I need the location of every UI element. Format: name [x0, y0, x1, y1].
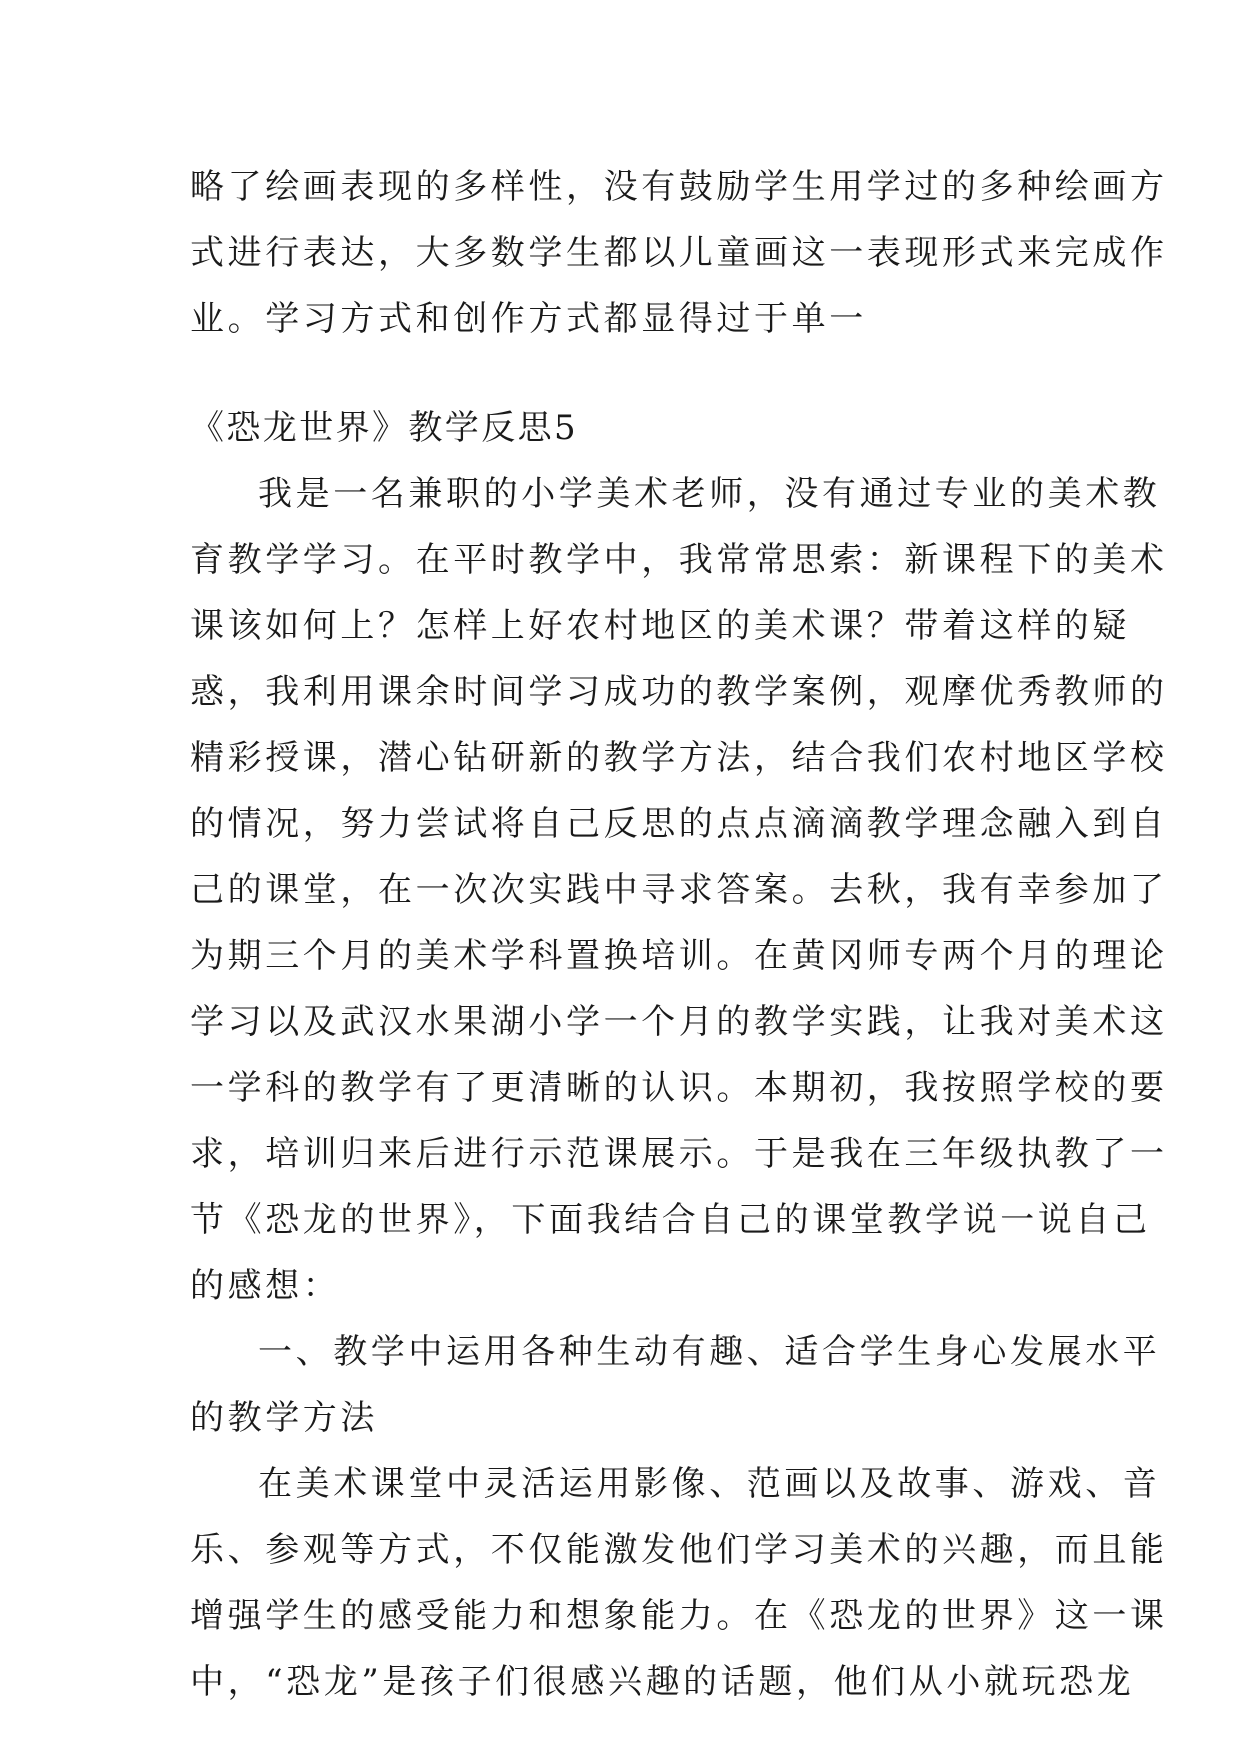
- paragraph-line: 精彩授课，潜心钻研新的教学方法，结合我们农村地区学校: [190, 738, 1168, 778]
- continuation-paragraph: [190, 154, 1168, 352]
- paragraph-line: 为期三个月的美术学科置换培训。在黄冈师专两个月的理论: [190, 936, 1168, 976]
- paragraph-line: 节《恐龙的世界》，下面我结合自己的课堂教学说一说自己: [190, 1200, 1151, 1240]
- paragraph-line: 求，培训归来后进行示范课展示。于是我在三年级执教了一: [190, 1134, 1168, 1174]
- point-heading-line: 的教学方法: [190, 1398, 378, 1438]
- paragraph-line: 育教学学习。在平时教学中，我常常思索：新课程下的美术: [190, 540, 1168, 580]
- section-heading: 《恐龙世界》教学反思5: [190, 408, 579, 448]
- paragraph-line: 一学科的教学有了更清晰的认识。本期初，我按照学校的要: [190, 1068, 1168, 1108]
- paragraph-line: 的感想：: [190, 1266, 341, 1306]
- paragraph-line: 课该如何上？怎样上好农村地区的美术课？带着这样的疑: [190, 606, 1130, 646]
- paragraph-line: 的情况，努力尝试将自己反思的点点滴滴教学理念融入到自: [190, 804, 1168, 844]
- paragraph-line: 学习以及武汉水果湖小学一个月的教学实践，让我对美术这: [190, 1002, 1168, 1042]
- point-heading-line: 一、教学中运用各种生动有趣、适合学生身心发展水平: [258, 1332, 1161, 1372]
- paragraph-line: 中，“恐龙”是孩子们很感兴趣的话题，他们从小就玩恐龙: [190, 1662, 1135, 1702]
- paragraph-line: 业。学习方式和创作方式都显得过于单一: [190, 299, 867, 339]
- paragraph-line: 式进行表达，大多数学生都以儿童画这一表现形式来完成作: [190, 233, 1168, 273]
- paragraph-line: 略了绘画表现的多样性，没有鼓励学生用学过的多种绘画方: [190, 167, 1168, 207]
- paragraph-line: 在美术课堂中灵活运用影像、范画以及故事、游戏、音: [258, 1464, 1161, 1504]
- paragraph-line: 我是一名兼职的小学美术老师，没有通过专业的美术教: [258, 474, 1161, 514]
- paragraph-line: 增强学生的感受能力和想象能力。在《恐龙的世界》这一课: [190, 1596, 1168, 1636]
- section-body: [190, 395, 1168, 1715]
- paragraph-line: 己的课堂，在一次次实践中寻求答案。去秋，我有幸参加了: [190, 870, 1168, 910]
- paragraph-line: 乐、参观等方式，不仅能激发他们学习美术的兴趣，而且能: [190, 1530, 1168, 1570]
- paragraph-line: 惑，我利用课余时间学习成功的教学案例，观摩优秀教师的: [190, 672, 1168, 712]
